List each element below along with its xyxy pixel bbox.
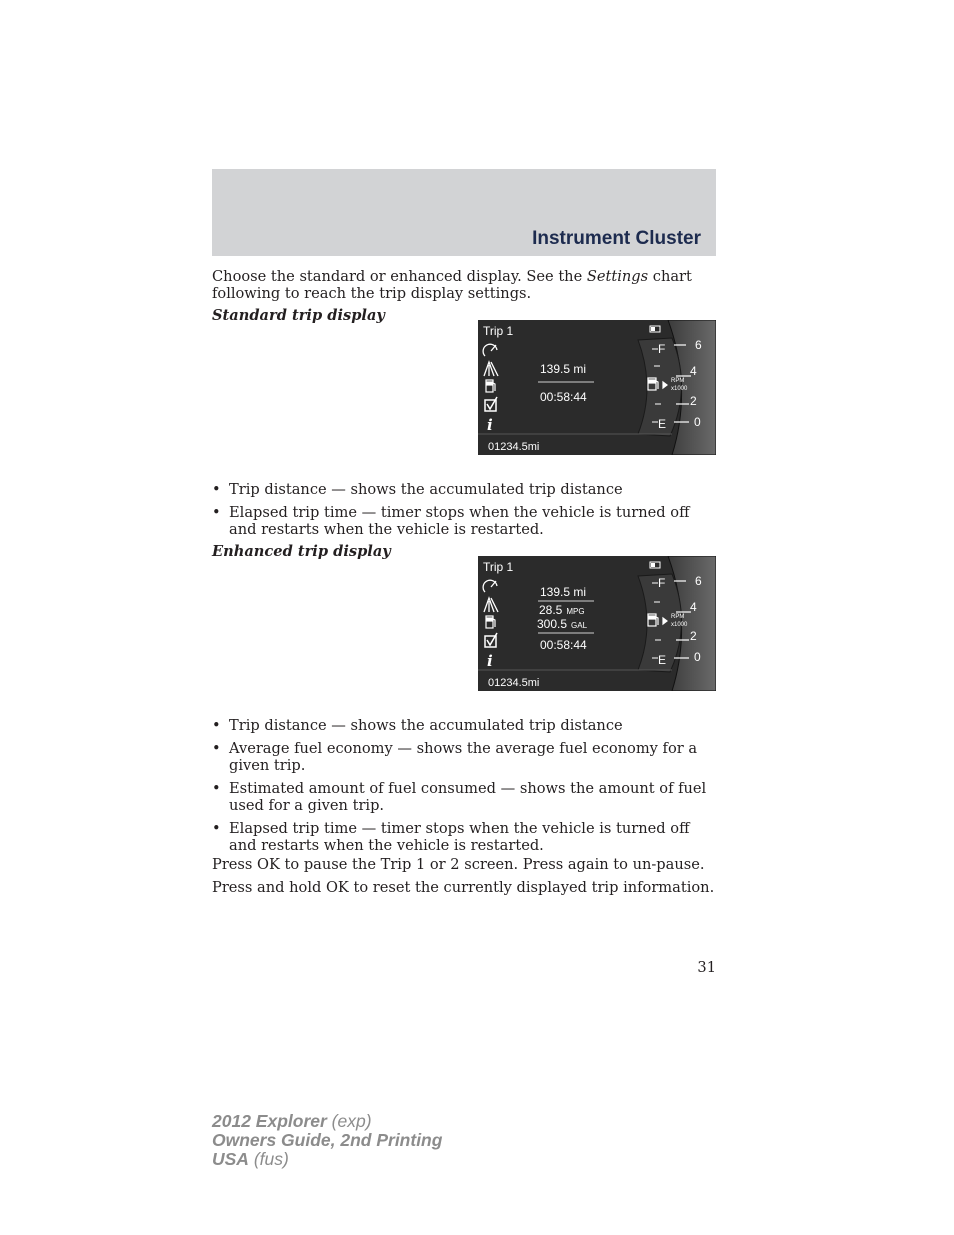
- rpm-label: RPM: [671, 614, 685, 620]
- display-title: Trip 1: [483, 324, 514, 338]
- fuel-empty-label: E: [658, 417, 667, 431]
- standard-bullet-list: [212, 481, 716, 544]
- enhanced-trip-display: [478, 556, 716, 691]
- list-item: • Average fuel economy — shows the average fuel economy for a given trip.: [212, 740, 716, 774]
- rpm-label: RPM: [671, 378, 685, 384]
- footer-model-code: (exp): [326, 1111, 372, 1131]
- header-band: [212, 169, 716, 256]
- rpm-tick-4: 4: [690, 364, 697, 378]
- page-number: 31: [697, 959, 716, 976]
- intro-text-before: Choose the standard or enhanced display. See the: [212, 268, 587, 285]
- trip-time: 00:58:44: [540, 390, 587, 404]
- footer-edition: Owners Guide, 2nd Printing: [212, 1130, 443, 1150]
- list-item: • Trip distance — shows the accumulated trip distance: [212, 717, 716, 734]
- footer-market-code: (fus): [248, 1149, 289, 1169]
- odometer: 01234.5mi: [488, 441, 540, 453]
- rpm-tick-0: 0: [694, 415, 701, 429]
- intro-paragraph: [212, 268, 716, 302]
- standard-heading: Standard trip display: [212, 307, 385, 324]
- fuel-full-label: F: [658, 576, 666, 590]
- fuel-consumed: 300.5 GAL: [537, 617, 588, 631]
- footer: [212, 1112, 442, 1169]
- list-item: • Elapsed trip time — timer stops when the vehicle is turned off and restarts when the vehicle is restarted.: [212, 820, 716, 854]
- reset-instruction: Press and hold OK to reset the currently displayed trip information.: [212, 879, 715, 896]
- info-icon: [487, 416, 493, 434]
- list-item: • Trip distance — shows the accumulated trip distance: [212, 481, 716, 498]
- fuel-full-label: F: [658, 342, 666, 356]
- average-fuel-economy: 28.5 MPG: [539, 603, 585, 617]
- rpm-unit: x1000: [671, 386, 688, 392]
- rpm-tick-6: 6: [695, 574, 702, 588]
- rpm-tick-0: 0: [694, 650, 701, 664]
- section-title: Instrument Cluster: [532, 228, 701, 249]
- footer-market: USA: [212, 1149, 249, 1169]
- svg-text:i: i: [487, 652, 493, 670]
- rpm-tick-4: 4: [690, 600, 697, 614]
- rpm-tick-2: 2: [690, 629, 697, 643]
- odometer: 01234.5mi: [488, 677, 540, 689]
- footer-model: 2012 Explorer: [212, 1111, 327, 1131]
- trip-time: 00:58:44: [540, 638, 587, 652]
- list-item: • Elapsed trip time — timer stops when the vehicle is turned off and restarts when the vehicle is restarted.: [212, 504, 716, 538]
- trip-distance: 139.5 mi: [540, 362, 587, 376]
- info-icon: [487, 652, 493, 670]
- settings-reference: Settings: [586, 268, 649, 285]
- rpm-tick-6: 6: [695, 338, 702, 352]
- rpm-tick-2: 2: [690, 394, 697, 408]
- enhanced-heading: Enhanced trip display: [212, 543, 391, 560]
- standard-trip-display: [478, 320, 716, 455]
- pause-instruction: Press OK to pause the Trip 1 or 2 screen. Press again to un-pause.: [212, 856, 705, 873]
- rpm-unit: x1000: [671, 622, 688, 628]
- intro-text-after: chart following to reach the trip display settings.: [212, 268, 692, 302]
- enhanced-bullet-list: [212, 717, 716, 860]
- trip-distance: 139.5 mi: [540, 585, 587, 599]
- display-title: Trip 1: [483, 560, 514, 574]
- list-item: • Estimated amount of fuel consumed — shows the amount of fuel used for a given trip.: [212, 780, 716, 814]
- svg-text:i: i: [487, 416, 493, 434]
- fuel-empty-label: E: [658, 653, 667, 667]
